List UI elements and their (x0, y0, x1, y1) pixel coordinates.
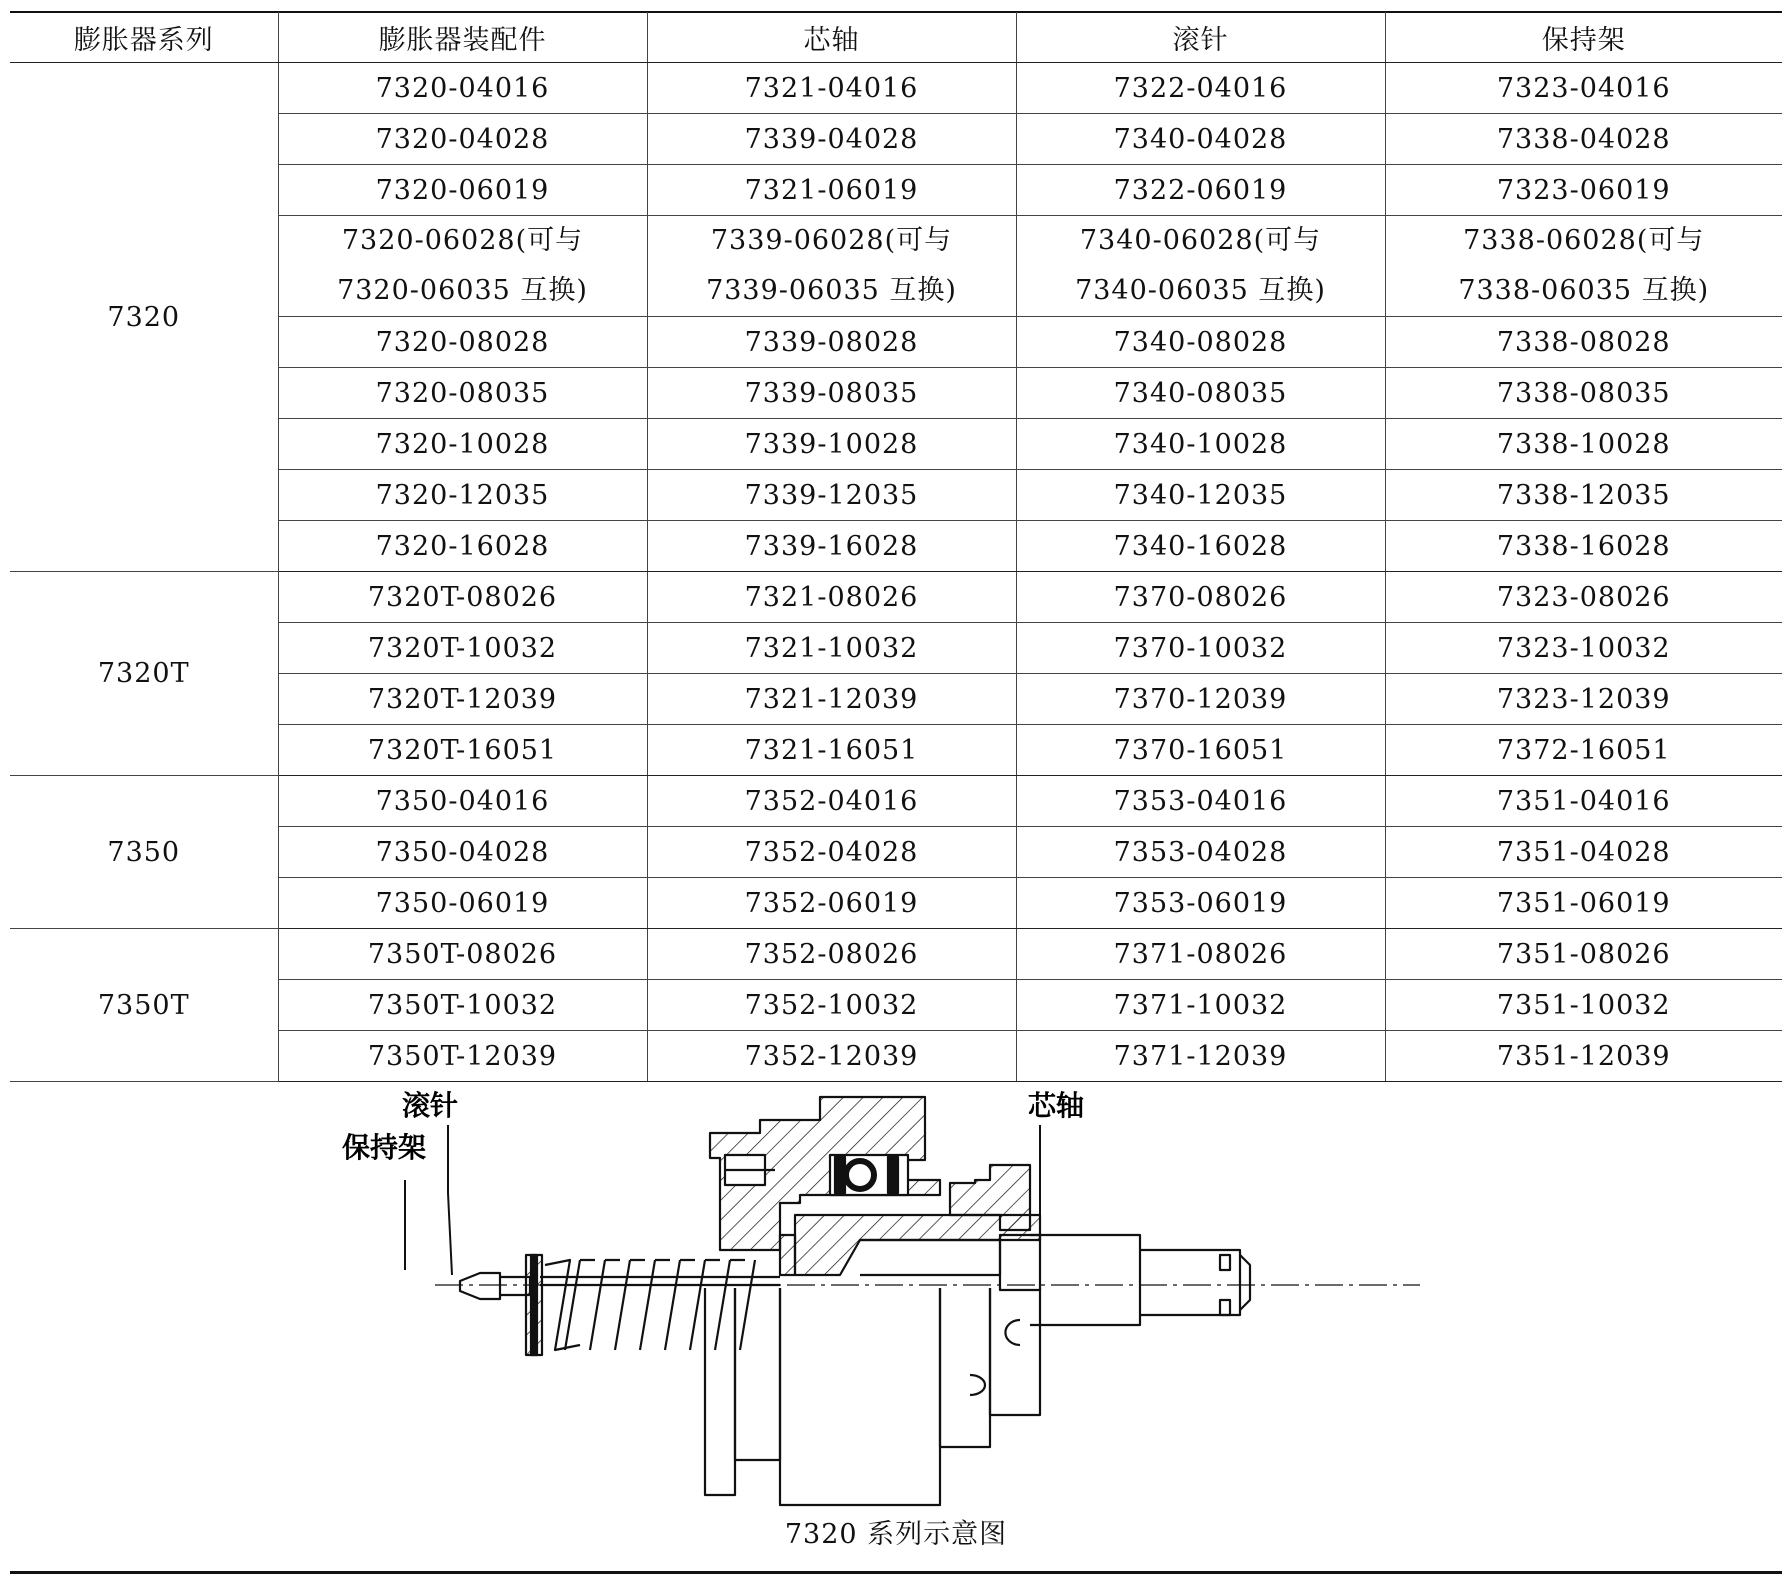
table-row (10, 63, 1782, 114)
series-cell: 7320 (10, 63, 278, 572)
header-series: 膨胀器系列 (10, 12, 278, 63)
table-row (10, 572, 1782, 623)
series-cell: 7350T (10, 929, 278, 1082)
cage-cell: 7338-16028 (1385, 521, 1782, 572)
needle-cell: 7340-04028 (1016, 114, 1385, 165)
header-mandrel: 芯轴 (647, 12, 1016, 63)
assembly-cell: 7320-08035 (278, 368, 647, 419)
cage-cell: 7338-08035 (1385, 368, 1782, 419)
series-cell: 7350 (10, 776, 278, 929)
mandrel-cell: 7321-08026 (647, 572, 1016, 623)
mandrel-cell: 7339-08035 (647, 368, 1016, 419)
needle-cell: 7340-08035 (1016, 368, 1385, 419)
mandrel-shaft (1030, 1235, 1140, 1325)
mandrel-cell: 7339-12035 (647, 470, 1016, 521)
assembly-cell: 7350-04028 (278, 827, 647, 878)
cage-cell: 7338-10028 (1385, 419, 1782, 470)
figure-7320-schematic (342, 1085, 1420, 1535)
table-row (10, 776, 1782, 827)
cage-cell: 7323-10032 (1385, 623, 1782, 674)
needle-leader (448, 1125, 452, 1275)
spring (545, 1260, 755, 1350)
series-cell: 7320T (10, 572, 278, 776)
mandrel-shank (1140, 1250, 1240, 1315)
collar-lower (990, 1288, 1040, 1415)
housing-lower (780, 1288, 940, 1505)
mandrel-cell: 7352-04016 (647, 776, 1016, 827)
assembly-cell: 7320-06019 (278, 165, 647, 216)
header-cage: 保持架 (1385, 12, 1782, 63)
assembly-cell: 7320-10028 (278, 419, 647, 470)
needle-cell: 7340-16028 (1016, 521, 1385, 572)
mandrel-cell: 7352-06019 (647, 878, 1016, 929)
needle-cell: 7340-06028(可与 7340-06035 互换) (1016, 216, 1385, 317)
parts-table (10, 12, 1782, 1082)
mandrel-body (860, 1240, 1000, 1275)
needle-cell: 7370-10032 (1016, 623, 1385, 674)
cage-cell: 7372-16051 (1385, 725, 1782, 776)
table-body (10, 63, 1782, 1082)
needle-label: 滚针 (402, 1089, 459, 1122)
mandrel-cell: 7352-04028 (647, 827, 1016, 878)
assembly-cell: 7320T-10032 (278, 623, 647, 674)
cage-cell: 7351-04028 (1385, 827, 1782, 878)
mandrel-cell: 7321-12039 (647, 674, 1016, 725)
needle-cell: 7340-08028 (1016, 317, 1385, 368)
table-row (10, 929, 1782, 980)
cage-cell: 7323-12039 (1385, 674, 1782, 725)
mandrel-cell: 7321-06019 (647, 165, 1016, 216)
header-assembly: 膨胀器装配件 (278, 12, 647, 63)
needle-cell: 7353-06019 (1016, 878, 1385, 929)
bottom-rule (10, 1571, 1782, 1574)
mandrel-cell: 7321-10032 (647, 623, 1016, 674)
mandrel-cell: 7339-16028 (647, 521, 1016, 572)
cage-cell: 7351-08026 (1385, 929, 1782, 980)
needle-cell: 7370-12039 (1016, 674, 1385, 725)
mandrel-cell: 7321-04016 (647, 63, 1016, 114)
ring-lower (940, 1288, 990, 1447)
figure-caption: 7320 系列示意图 (784, 1519, 1008, 1550)
assembly-cell: 7320-04016 (278, 63, 647, 114)
sleeve-ring (735, 1288, 780, 1460)
cage-tip (460, 1273, 500, 1299)
needle-cell: 7322-04016 (1016, 63, 1385, 114)
needle-cell: 7370-08026 (1016, 572, 1385, 623)
assembly-cell: 7320-06028(可与 7320-06035 互换) (278, 216, 647, 317)
schematic-drawing (342, 1085, 1420, 1535)
needle-cell: 7322-06019 (1016, 165, 1385, 216)
mandrel-cell: 7339-06028(可与 7339-06035 互换) (647, 216, 1016, 317)
assembly-cell: 7320-12035 (278, 470, 647, 521)
needle-cell: 7371-12039 (1016, 1031, 1385, 1082)
cage-cell: 7351-06019 (1385, 878, 1782, 929)
mandrel-cell: 7352-12039 (647, 1031, 1016, 1082)
cage-cell: 7338-12035 (1385, 470, 1782, 521)
assembly-cell: 7350T-12039 (278, 1031, 647, 1082)
assembly-cell: 7320T-12039 (278, 674, 647, 725)
assembly-cell: 7350T-10032 (278, 980, 647, 1031)
cage-cell: 7338-08028 (1385, 317, 1782, 368)
needle-cell: 7370-16051 (1016, 725, 1385, 776)
mandrel-cell: 7339-04028 (647, 114, 1016, 165)
cage-cell: 7351-10032 (1385, 980, 1782, 1031)
cage-cell: 7338-06028(可与 7338-06035 互换) (1385, 216, 1782, 317)
cage-label: 保持架 (342, 1131, 427, 1164)
cage-cell: 7351-04016 (1385, 776, 1782, 827)
needle-cell: 7371-10032 (1016, 980, 1385, 1031)
mandrel-cell: 7352-08026 (647, 929, 1016, 980)
header-row (10, 12, 1782, 63)
assembly-cell: 7350-06019 (278, 878, 647, 929)
mandrel-cell: 7321-16051 (647, 725, 1016, 776)
cage-cell: 7323-08026 (1385, 572, 1782, 623)
mandrel-label: 芯轴 (1028, 1089, 1085, 1122)
assembly-cell: 7320-08028 (278, 317, 647, 368)
header-needle: 滚针 (1016, 12, 1385, 63)
assembly-cell: 7320-04028 (278, 114, 647, 165)
needle-cell: 7340-12035 (1016, 470, 1385, 521)
assembly-cell: 7350-04016 (278, 776, 647, 827)
needle-cell: 7371-08026 (1016, 929, 1385, 980)
needle-cell: 7353-04016 (1016, 776, 1385, 827)
mandrel-cell: 7339-08028 (647, 317, 1016, 368)
cage-cell: 7351-12039 (1385, 1031, 1782, 1082)
assembly-cell: 7320T-08026 (278, 572, 647, 623)
needle-cell: 7353-04028 (1016, 827, 1385, 878)
assembly-cell: 7320T-16051 (278, 725, 647, 776)
mandrel-cell: 7352-10032 (647, 980, 1016, 1031)
cage-cell: 7323-06019 (1385, 165, 1782, 216)
assembly-cell: 7350T-08026 (278, 929, 647, 980)
mandrel-cell: 7339-10028 (647, 419, 1016, 470)
needle-cell: 7340-10028 (1016, 419, 1385, 470)
cage-cell: 7323-04016 (1385, 63, 1782, 114)
cage-cell: 7338-04028 (1385, 114, 1782, 165)
assembly-cell: 7320-16028 (278, 521, 647, 572)
